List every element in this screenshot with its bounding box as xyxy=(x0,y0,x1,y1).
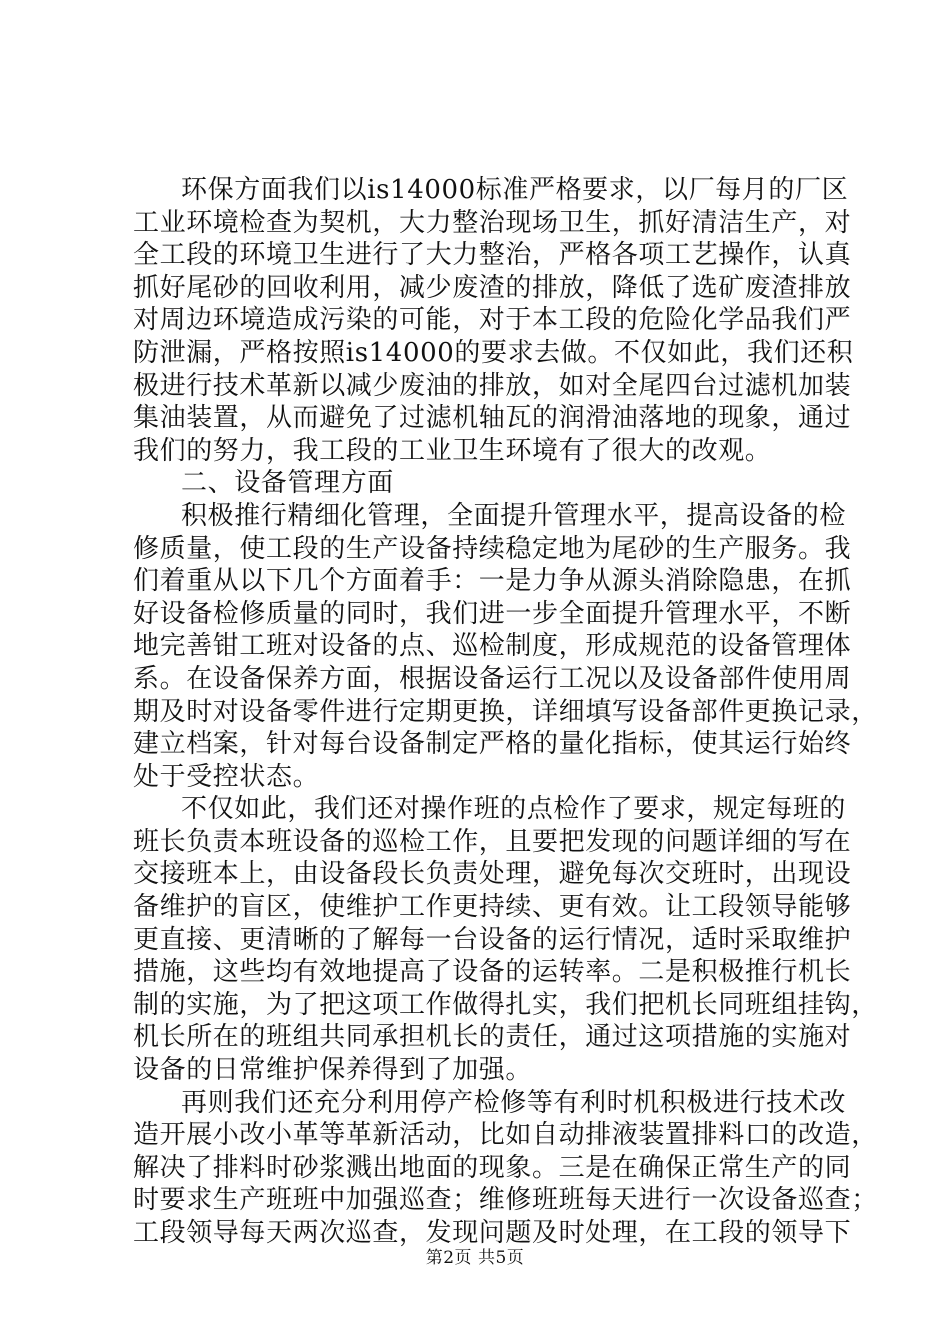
section-heading-equipment-management xyxy=(133,467,823,500)
text-line: 我们的努力，我工段的工业卫生环境有了很大的改观。 xyxy=(133,435,772,466)
text-line: 工段领导每天两次巡查，发现问题及时处理，在工段的领导下 xyxy=(133,1218,852,1248)
text-line: 地完善钳工班对设备的点、巡检制度，形成规范的设备管理体 xyxy=(133,631,852,662)
text-line: 系。在设备保养方面，根据设备运行工况以及设备部件使用周 xyxy=(133,663,852,694)
text-line: 时要求生产班班中加强巡查；维修班班每天进行一次设备巡查； xyxy=(133,1185,878,1216)
text-line: 造开展小改小革等革新活动，比如自动排液装置排料口的改造， xyxy=(133,1120,878,1151)
document-body xyxy=(133,174,878,1250)
text-line: 更直接、更清晰的了解每一台设备的运行情况，适时采取维护 xyxy=(133,924,852,955)
page-indicator: 第2页 共5页 xyxy=(425,1248,525,1268)
text-line: 环保方面我们以is14000标准严格要求，以厂每月的厂区 xyxy=(181,175,849,205)
text-line: 对周边环境造成污染的可能，对于本工段的危险化学品我们严 xyxy=(133,305,852,336)
text-line: 班长负责本班设备的巡检工作，且要把发现的问题详细的写在 xyxy=(133,826,852,857)
page-footer xyxy=(0,1243,950,1268)
text-line: 设备的日常维护保养得到了加强。 xyxy=(133,1055,533,1086)
technical-improvement-paragraph xyxy=(133,1087,878,1250)
text-line: 交接班本上，由设备段长负责处理，避免每次交班时，出现设 xyxy=(133,859,852,890)
section-heading: 二、设备管理方面 xyxy=(181,468,394,499)
text-line: 积极推行精细化管理，全面提升管理水平，提高设备的检 xyxy=(181,500,847,531)
text-line: 机长所在的班组共同承担机长的责任，通过这项措施的实施对 xyxy=(133,1022,852,1053)
text-line: 备维护的盲区，使维护工作更持续、更有效。让工段领导能够 xyxy=(133,892,852,923)
text-line: 建立档案，针对每台设备制定严格的量化指标，使其运行始终 xyxy=(133,729,852,760)
text-line: 集油装置，从而避免了过滤机轴瓦的润滑油落地的现象，通过 xyxy=(133,403,852,434)
text-line: 修质量，使工段的生产设备持续稳定地为尾砂的生产服务。我 xyxy=(133,533,852,564)
environmental-protection-paragraph xyxy=(133,174,854,467)
text-line: 极进行技术革新以减少废油的排放，如对全尾四台过滤机加装 xyxy=(133,370,852,401)
equipment-management-paragraph xyxy=(133,500,878,793)
text-line: 好设备检修质量的同时，我们进一步全面提升管理水平，不断 xyxy=(133,598,852,629)
text-line: 制的实施，为了把这项工作做得扎实，我们把机长同班组挂钩， xyxy=(133,989,878,1020)
inspection-paragraph xyxy=(133,793,878,1086)
text-line: 解决了排料时砂浆溅出地面的现象。三是在确保正常生产的同 xyxy=(133,1152,852,1183)
text-line: 不仅如此，我们还对操作班的点检作了要求，规定每班的 xyxy=(181,794,847,825)
text-line: 全工段的环境卫生进行了大力整治，严格各项工艺操作，认真 xyxy=(133,240,852,271)
text-line: 处于受控状态。 xyxy=(133,761,320,792)
text-line: 期及时对设备零件进行定期更换，详细填写设备部件更换记录， xyxy=(133,696,878,727)
text-line: 再则我们还充分利用停产检修等有利时机积极进行技术改 xyxy=(181,1087,847,1118)
text-line: 工业环境检查为契机，大力整治现场卫生，抓好清洁生产，对 xyxy=(133,207,852,238)
text-line: 防泄漏，严格按照is14000的要求去做。不仅如此，我们还积 xyxy=(133,337,854,368)
text-line: 措施，这些均有效地提高了设备的运转率。二是积极推行机长 xyxy=(133,957,852,988)
text-line: 抓好尾砂的回收利用，减少废渣的排放，降低了选矿废渣排放 xyxy=(133,272,852,303)
text-line: 们着重从以下几个方面着手：一是力争从源头消除隐患，在抓 xyxy=(133,566,852,597)
